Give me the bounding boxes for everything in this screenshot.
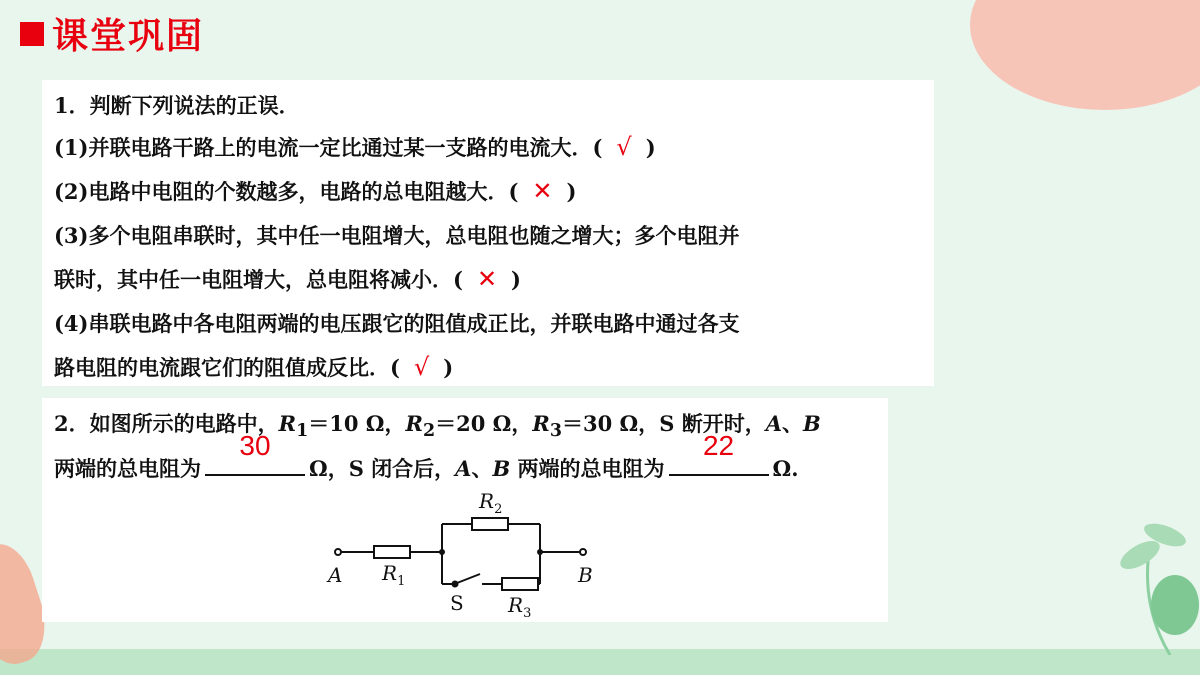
resistor-r1 xyxy=(374,546,410,558)
q2-line-2: 两端的总电阻为 30 Ω，S 闭合后，A、B 两端的总电阻为 22 Ω. xyxy=(54,430,799,481)
terminal-a xyxy=(335,549,341,555)
label-a: A xyxy=(328,563,343,587)
answer-1: 30 xyxy=(239,430,271,461)
question-1-card xyxy=(42,80,934,386)
check-icon: √ xyxy=(413,353,430,381)
resistor-r2 xyxy=(472,518,508,530)
leaf-decor-right xyxy=(1110,505,1200,655)
q1-item-2: (2)电路中电阻的个数越多，电路的总电阻越大．( ✕ ) xyxy=(54,177,577,205)
circuit-diagram xyxy=(322,482,652,617)
label-r2: $R_2$ xyxy=(479,489,503,517)
q1-item-3a: (3)多个电阻串联时，其中任一电阻增大，总电阻也随之增大；多个电阻并 xyxy=(54,223,740,248)
answer-blank-2 xyxy=(669,430,769,476)
switch-s xyxy=(457,574,480,583)
cross-icon: ✕ xyxy=(532,177,553,205)
junction-left xyxy=(439,549,445,555)
resistor-r3 xyxy=(502,578,538,590)
answer-2: 22 xyxy=(702,430,735,461)
question-2-card xyxy=(42,398,888,622)
label-r1: $R_1$ xyxy=(382,561,406,589)
slide-title: 课堂巩固 xyxy=(52,16,205,57)
label-b: B xyxy=(578,563,593,587)
q1-item-3b: 联时，其中任一电阻增大，总电阻将减小．( ✕ ) xyxy=(54,265,521,293)
label-r3: $R_3$ xyxy=(508,593,532,617)
q1-item-1: (1)并联电路干路上的电流一定比通过某一支路的电流大．( √ ) xyxy=(54,133,656,161)
cross-icon: ✕ xyxy=(476,265,498,293)
junction-right xyxy=(537,549,543,555)
terminal-b xyxy=(580,549,586,555)
decor-band xyxy=(0,649,1200,675)
title-bullet-icon xyxy=(20,22,44,46)
q2-line-1: 2．如图所示的电路中，$R_1=10$ Ω，$R_2=20$ Ω，$R_3=30$ Ω，S 断开时，A、B xyxy=(54,411,821,442)
q1-item-4a: (4)串联电路中各电阻两端的电压跟它的阻值成正比，并联电路中通过各支 xyxy=(54,311,740,336)
q1-item-4b: 路电阻的电流跟它们的阻值成反比．( √ ) xyxy=(54,353,454,381)
check-icon: √ xyxy=(616,133,632,161)
slide-header xyxy=(20,8,204,59)
answer-blank-1 xyxy=(205,430,305,476)
decor-blob xyxy=(970,0,1200,110)
q1-stem: 1．判断下列说法的正误． xyxy=(54,93,300,118)
label-s: S xyxy=(450,591,464,615)
